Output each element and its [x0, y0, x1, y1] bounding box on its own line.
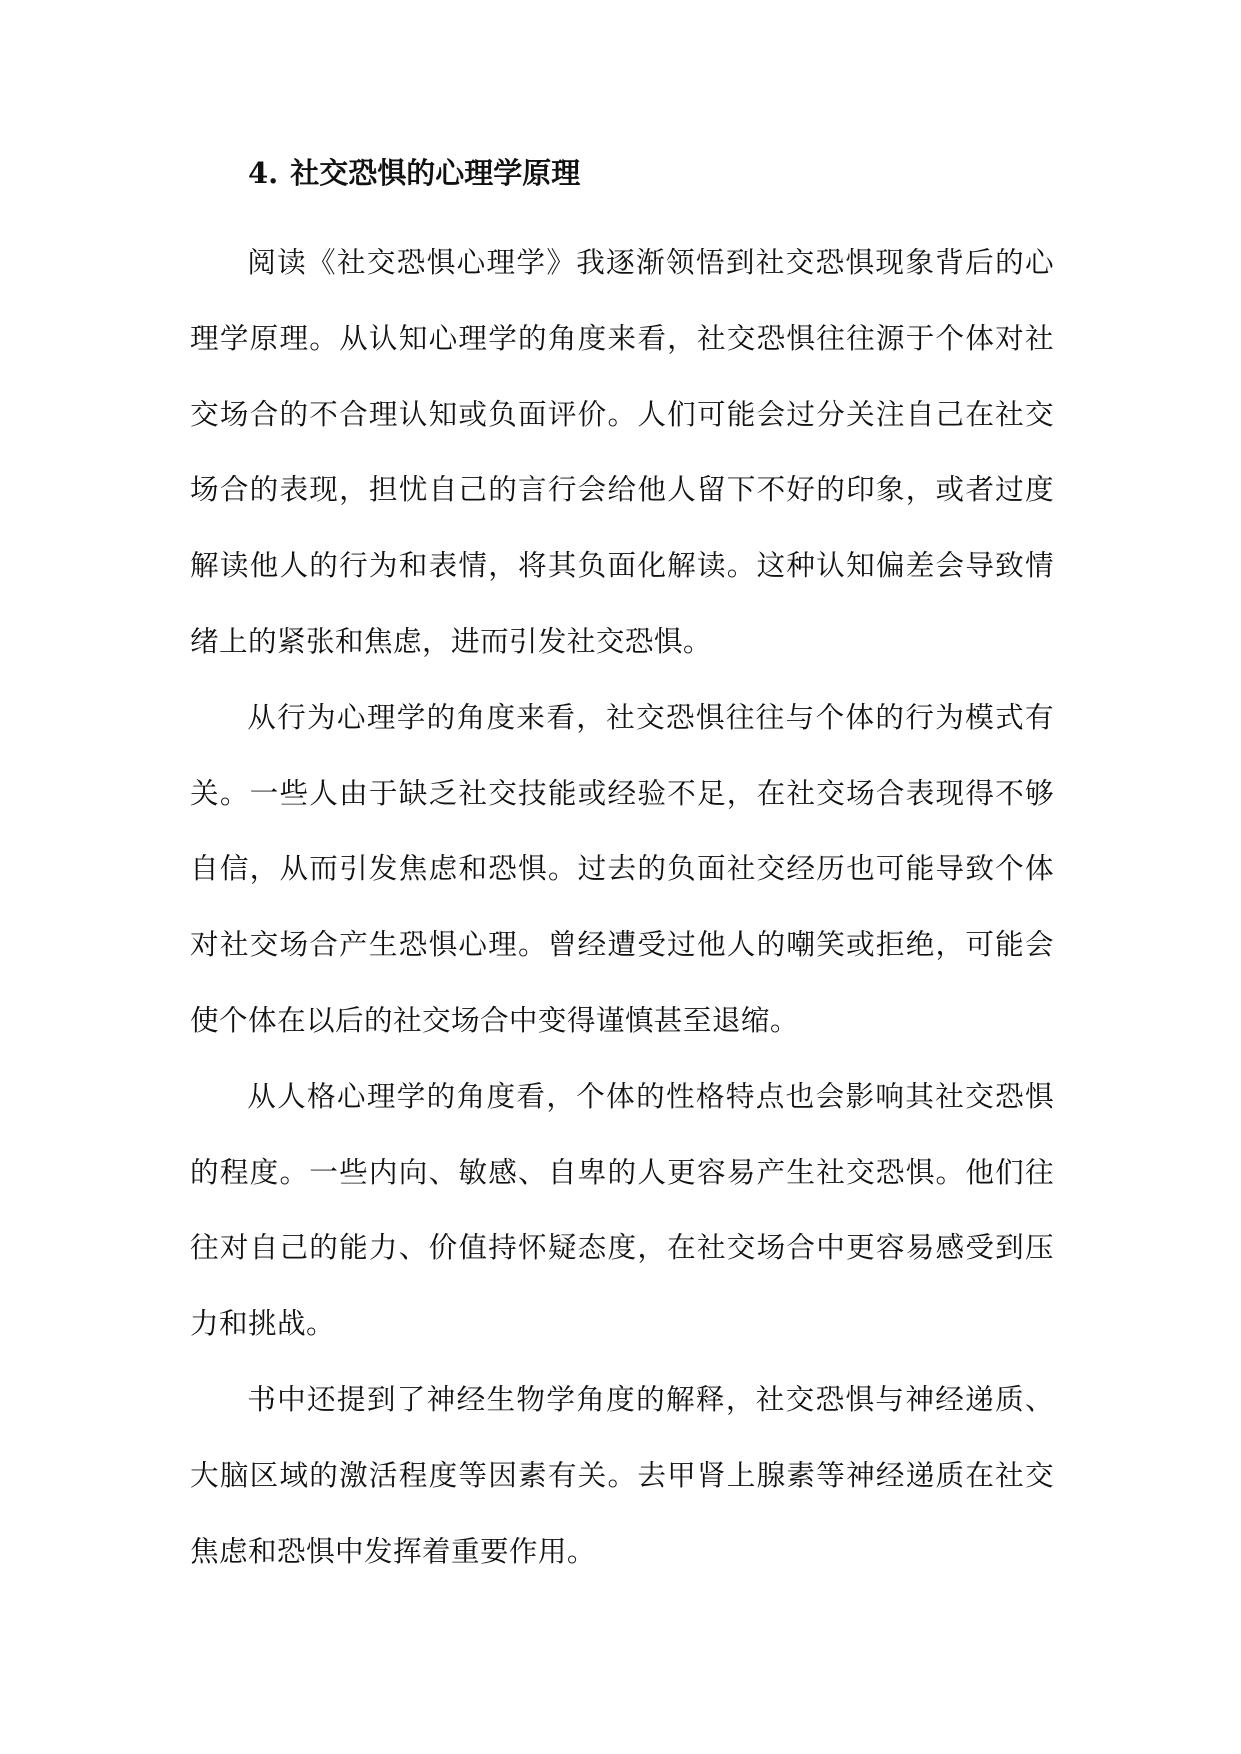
- document-body: [190, 145, 1054, 1589]
- section-number: 4.: [248, 156, 279, 190]
- section-heading: [248, 145, 1054, 201]
- section-title: 社交恐惧的心理学原理: [290, 156, 581, 190]
- paragraph-neurobiology: 书中还提到了神经生物学角度的解释，社交恐惧与神经递质、大脑区域的激活程度等因素有关。去甲肾上腺素等神经递质在社交焦虑和恐惧中发挥着重要作用。: [190, 1381, 1054, 1568]
- paragraph-cognitive: 阅读《社交恐惧心理学》我逐渐领悟到社交恐惧现象背后的心理学原理。从认知心理学的角度来看，社交恐惧往往源于个体对社交场合的不合理认知或负面评价。人们可能会过分关注自己在社交场合的表现，担忧自己的言行会给他人留下不好的印象，或者过度解读他人的行为和表情，将其负面化解读。这种认知偏差会导致情绪上的紧张和焦虑，进而引发社交恐惧。: [190, 245, 1054, 658]
- paragraph-personality: 从人格心理学的角度看，个体的性格特点也会影响其社交恐惧的程度。一些内向、敏感、自卑的人更容易产生社交恐惧。他们往往对自己的能力、价值持怀疑态度，在社交场合中更容易感受到压力和挑战。: [190, 1078, 1054, 1341]
- paragraph-behavioral: 从行为心理学的角度来看，社交恐惧往往与个体的行为模式有关。一些人由于缺乏社交技能或经验不足，在社交场合表现得不够自信，从而引发焦虑和恐惧。过去的负面社交经历也可能导致个体对社交场合产生恐惧心理。曾经遭受过他人的嘲笑或拒绝，可能会使个体在以后的社交场合中变得谨慎甚至退缩。: [190, 699, 1054, 1037]
